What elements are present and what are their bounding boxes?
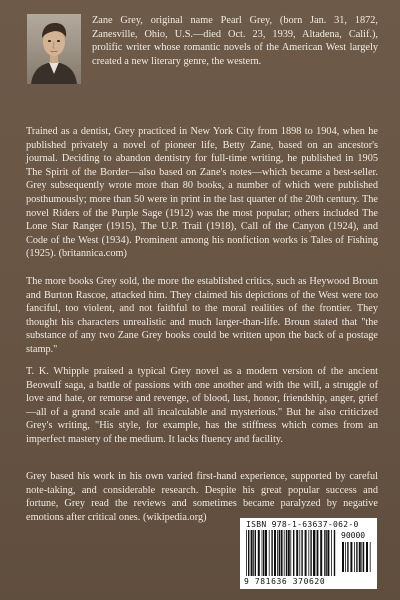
barcode-bar — [253, 530, 254, 576]
barcode-bar — [310, 530, 311, 576]
barcode-bar — [320, 530, 322, 576]
barcode-bar — [334, 530, 335, 576]
barcode-bar — [308, 530, 309, 576]
bio-paragraph: Grey based his work in his own varied first-hand experience, supported by careful note-taking, and considerable research. Despite his great popular success and fortune, Grey read the reviews and sometimes became paralyzed by negative emotions after critical ones. (wikipedia.org) — [26, 471, 378, 523]
barcode-bar — [281, 530, 283, 576]
barcode-bar — [301, 530, 302, 576]
barcode-bar — [342, 542, 344, 572]
barcode-bar — [366, 542, 368, 572]
author-portrait-image — [27, 14, 81, 84]
barcode-bar — [255, 530, 256, 576]
bio-paragraph: Trained as a dentist, Grey practiced in New York City from 1898 to 1904, when he published privately a novel of pioneer life, Betty Zane, based on an ancestor's journal. Deciding to abandon dentistry for full-time writing, he published in 1905 The Spirit of the Border—also based on Zane's notes—which became a best-seller. Grey subsequently wrote more than 80 books, a number of which were published posthumously; more than 50 were in print in the last quarter of the 20th century. The novel Riders of the Purple Sage (1912) was the most popular; others included The Lone Star Ranger (1915), The U.P. Trail (1918), Call of the Canyon (1924), and Code of the West (1934). Prominent among his nonfiction works is Tales of Fishing (1925). (britannica.com) — [26, 126, 378, 260]
isbn-label: ISBN 978-1-63637-062-0 — [246, 520, 359, 529]
barcode-bar — [359, 542, 361, 572]
barcode-bar — [293, 530, 294, 576]
barcode-bar — [269, 530, 270, 576]
barcode-bar — [262, 530, 263, 576]
author-bio-intro: Zane Grey, original name Pearl Grey, (born Jan. 31, 1872, Zanesville, Ohio, U.S.—died Oct. 23, 1939, Altadena, Calif.), prolific writer whose romantic novels of the American West largely created a new literary genre, the western. — [92, 15, 378, 67]
barcode-bar — [354, 542, 355, 572]
isbn-barcode — [240, 518, 377, 589]
barcode-bar — [324, 530, 325, 576]
barcode-bar — [248, 530, 249, 576]
barcode-bar — [296, 530, 298, 576]
barcode-bar — [331, 530, 332, 576]
barcode-bar — [284, 530, 285, 576]
barcode-bar — [345, 542, 346, 572]
barcode-bar — [350, 542, 352, 572]
barcode-digits: 9 781636 370620 — [244, 577, 326, 586]
barcode-bar — [265, 530, 267, 576]
barcode-bars — [244, 530, 338, 576]
barcode-bar — [361, 542, 362, 572]
bio-paragraph: T. K. Whipple praised a typical Grey novel as a modern version of the ancient Beowulf saga, a battle of passions with one another and with the will, a struggle of love and hate, or remorse and revenge, of blood, lust, honor, friendship, anger, grief—all of a grand scale and all incalculable and mysterious." But he also criticized Grey's writing, "His style, for example, has the stiffness which comes from an imperfect mastery of the medium. It lacks fluency and facility. — [26, 366, 378, 445]
barcode-bar — [327, 530, 329, 576]
price-barcode-bars — [340, 542, 372, 572]
barcode-bar — [246, 530, 247, 576]
barcode-bar — [313, 530, 315, 576]
barcode-bar — [258, 530, 260, 576]
barcode-bar — [299, 530, 300, 576]
barcode-bar — [305, 530, 307, 576]
bio-paragraph: The more books Grey sold, the more the established critics, such as Heywood Broun and Burton Rascoe, attacked him. They claimed his depictions of the West were too fanciful, too violent, and not faithful to the moral realities of the frontier. They thought his characters unrealistic and much larger-than-life. Broun stated that "the substance of any two Zane Grey books could be written upon the back of a postage stamp." — [26, 276, 378, 355]
barcode-bar — [263, 530, 264, 576]
barcode-bar — [288, 530, 290, 576]
barcode-bar — [251, 530, 253, 576]
price-code: 90000 — [341, 531, 366, 540]
barcode-bar — [325, 530, 326, 576]
barcode-bar — [363, 542, 364, 572]
barcode-bar — [274, 530, 276, 576]
barcode-bar — [271, 530, 272, 576]
barcode-bar — [347, 542, 348, 572]
barcode-bar — [290, 530, 291, 576]
barcode-bar — [316, 530, 317, 576]
barcode-bar — [317, 530, 318, 576]
barcode-bar — [356, 542, 357, 572]
barcode-bar — [277, 530, 278, 576]
barcode-bar — [370, 542, 371, 572]
author-portrait — [27, 14, 81, 84]
barcode-bar — [286, 530, 287, 576]
barcode-bar — [279, 530, 280, 576]
